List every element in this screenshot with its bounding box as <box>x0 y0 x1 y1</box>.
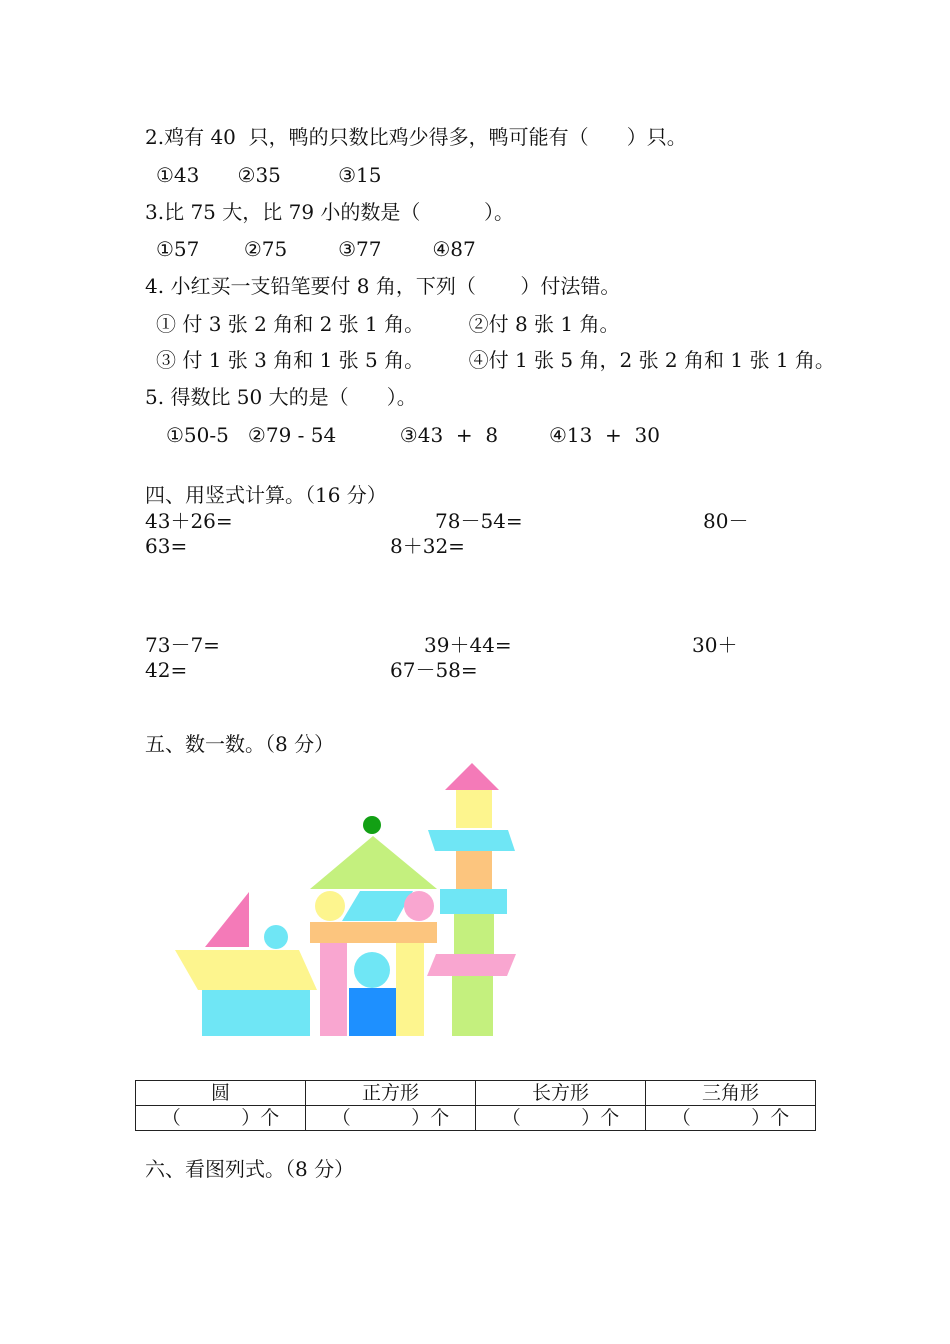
answer-cell-square[interactable]: （ ）个 <box>306 1106 476 1131</box>
building-blocks-figure <box>170 758 530 1038</box>
calc-item: 43＋26= <box>145 509 233 533</box>
calc-item: 39＋44= <box>424 633 512 657</box>
calc-item: 63= <box>145 534 188 558</box>
boat-cyan-rectangle <box>202 990 310 1036</box>
section5-title: 五、数一数。（8 分） <box>145 732 335 756</box>
tower-orange-square <box>456 851 492 889</box>
calc-item: 78－54= <box>435 509 523 533</box>
table-header-cell: 三角形 <box>646 1081 816 1106</box>
calc-item: 73－7= <box>145 633 220 657</box>
answer-cell-circle[interactable]: （ ）个 <box>136 1106 306 1131</box>
tower-upper-parallelogram <box>428 830 515 851</box>
calc-item: 42= <box>145 658 188 682</box>
q4-stem: 4. 小红买一支铅笔要付 8 角，下列（ ）付法错。 <box>145 274 621 298</box>
house-pink-circle <box>404 891 434 921</box>
answer-cell-rectangle[interactable]: （ ）个 <box>476 1106 646 1131</box>
house-orange-beam <box>310 922 437 943</box>
calc-item: 30＋ <box>692 633 738 657</box>
section4-title: 四、用竖式计算。（16 分） <box>145 483 387 507</box>
boat-pink-triangle <box>205 892 249 947</box>
calc-item: 8＋32= <box>390 534 465 558</box>
house-roof-triangle <box>310 836 437 889</box>
house-pink-pillar <box>320 943 347 1036</box>
section6-title: 六、看图列式。（8 分） <box>145 1157 355 1181</box>
tower-pink-parallelogram <box>427 954 516 976</box>
boat-cyan-circle <box>264 925 288 949</box>
q4-option-row-2: ③ 付 1 张 3 角和 1 张 5 角。 ④付 1 张 5 角，2 张 2 角和 1 张 1 角。 <box>156 348 835 372</box>
boat-yellow-trapezoid <box>175 950 317 990</box>
table-header-cell: 圆 <box>136 1081 306 1106</box>
table-header-cell: 正方形 <box>306 1081 476 1106</box>
tower-green-column <box>454 914 494 954</box>
tower-green-base <box>452 976 493 1036</box>
calc-item: 80－ <box>703 509 749 533</box>
house-blue-square <box>349 988 396 1036</box>
house-cyan-parallelogram <box>342 891 413 921</box>
q4-option-row-1: ① 付 3 张 2 角和 2 张 1 角。 ②付 8 张 1 角。 <box>156 312 620 336</box>
house-cyan-circle <box>354 952 390 988</box>
house-yellow-circle <box>315 891 345 921</box>
q2-stem: 2.鸡有 40 只，鸭的只数比鸡少得多，鸭可能有（ ）只。 <box>145 125 687 149</box>
q2-options: ①43 ②35 ③15 <box>156 163 382 187</box>
answer-cell-triangle[interactable]: （ ）个 <box>646 1106 816 1131</box>
q5-options: ①50-5 ②79 - 54 ③43 + 8 ④13 + 30 <box>166 423 660 447</box>
q5-stem: 5. 得数比 50 大的是（ ）。 <box>145 385 417 409</box>
tower-cyan-bar <box>440 889 507 914</box>
calc-item: 67－58= <box>390 658 478 682</box>
house-green-dot <box>363 816 381 834</box>
house-yellow-pillar <box>396 943 424 1036</box>
count-table <box>135 1080 816 1131</box>
q3-stem: 3.比 75 大，比 79 小的数是（ ）。 <box>145 200 514 224</box>
table-header-cell: 长方形 <box>476 1081 646 1106</box>
tower-top-rectangle <box>456 790 492 828</box>
q3-options: ①57 ②75 ③77 ④87 <box>156 237 476 261</box>
tower-top-triangle <box>445 763 499 790</box>
